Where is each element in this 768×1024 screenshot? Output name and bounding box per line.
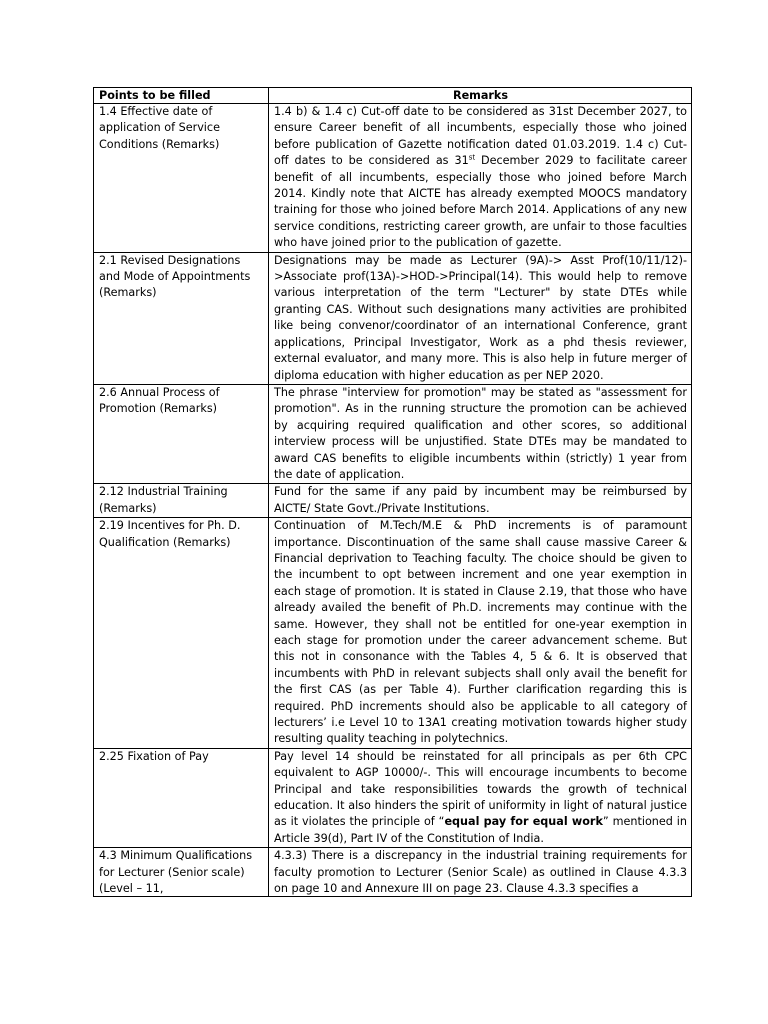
remark-cell: The phrase "interview for promotion" may be stated as "assessment for promotion". As in the running structure the promotion can be achieved by acquiring required qualification and other scores, so additional interview process will be unjustified. State DTEs may be mandated to award CAS benefits to eligible incumbents within (strictly) 1 year from the date of application. <box>269 384 692 483</box>
remark-text-continued: ” mentioned in Article 39(d), Part IV of the Constitution of India. <box>274 815 687 845</box>
point-cell: 2.1 Revised Designations and Mode of Appointments (Remarks) <box>94 252 269 384</box>
point-cell: 1.4 Effective date of application of Service Conditions (Remarks) <box>94 104 269 253</box>
remark-cell <box>269 104 692 253</box>
table-row <box>94 104 692 253</box>
point-cell: 2.25 Fixation of Pay <box>94 748 269 847</box>
point-cell: 2.6 Annual Process of Promotion (Remarks) <box>94 384 269 483</box>
table-row <box>94 748 692 847</box>
point-cell: 2.19 Incentives for Ph. D. Qualification (Remarks) <box>94 518 269 749</box>
remark-cell <box>269 748 692 847</box>
table-header-row <box>94 88 692 104</box>
header-remarks: Remarks <box>269 88 692 104</box>
emphasis-text: equal pay for equal work <box>444 815 603 829</box>
remark-cell: Fund for the same if any paid by incumbent may be reimbursed by AICTE/ State Govt./Private Institutions. <box>269 484 692 518</box>
remark-cell <box>269 848 692 897</box>
superscript-text: st <box>468 153 476 162</box>
table-row <box>94 848 692 897</box>
remark-text: 1.4 b) & 1.4 c) Cut-off date to be considered as 31st December 2027, to ensure Career benefit of all incumbents, especially those who joined before publication of Gazette notification dated 01.03.2019. 1.4 c) Cut-off dates to be considered as 31 <box>274 105 687 168</box>
remark-text-continued: December 2029 to facilitate career benefit of all incumbents, especially those who joined before March 2014. Kindly note that AICTE has already exempted MOOCS mandatory training for those who joined before March 2014. Applications of any new service conditions, restricting career growth, are unfair to those faculties who have joined prior to the publication of gazette. <box>274 154 687 250</box>
remark-text: 4.3.3) There is a discrepancy in the industrial training requirements for faculty promotion to Lecturer (Senior Scale) as outlined in Clause 4.3.3 on page 10 and Annexure III on page 23. Clause 4.3.3 specifies a <box>274 849 687 896</box>
table-row <box>94 518 692 749</box>
table-row <box>94 484 692 518</box>
remark-cell: Designations may be made as Lecturer (9A)-> Asst Prof(10/11/12)->Associate prof(13A)->HOD->Principal(14). This would help to remove various interpretation of the term "Lecturer" by state DTEs while granting CAS. Without such designations many activities are prohibited like being convenor/coordinator of an international Conference, grant applications, Principal Investigator, Work as a phd thesis reviewer, external evaluator, and many more. This is also help in future merger of diploma education with higher education as per NEP 2020. <box>269 252 692 384</box>
document-page <box>93 87 691 897</box>
point-text: 4.3 Minimum Qualifications for Lecturer (Senior scale) (Level – 11, <box>99 849 253 896</box>
remarks-table <box>93 87 692 897</box>
remark-cell: Continuation of M.Tech/M.E & PhD increments is of paramount importance. Discontinuation of the same shall cause massive Career & Financial deprivation to Teaching faculty. The choice should be given to the incumbent to opt between increment and one year exemption in each stage of promotion. It is stated in Clause 2.19, that those who have already availed the benefit of Ph.D. increments may continue with the same. However, they shall not be entitled for one-year exemption in each stage for promotion under the career advancement scheme. But this not in consonance with the Tables 4, 5 & 6. It is observed that incumbents with PhD in relevant subjects shall only avail the benefit for the first CAS (as per Table 4). Further clarification regarding this is required. PhD increments should also be applicable to all category of lecturers’ i.e Level 10 to 13A1 creating motivation towards higher study resulting quality teaching in polytechnics. <box>269 518 692 749</box>
remark-text: Pay level 14 should be reinstated for all principals as per 6th CPC equivalent to AGP 10000/-. This will encourage incumbents to become Principal and take responsibilities towards the growth of technical education. It also hinders the spirit of uniformity in light of natural justice as it violates the principle of “ <box>274 749 687 829</box>
table-row <box>94 252 692 384</box>
header-points: Points to be filled <box>94 88 269 104</box>
table-row <box>94 384 692 483</box>
point-cell: 2.12 Industrial Training (Remarks) <box>94 484 269 518</box>
point-cell <box>94 848 269 897</box>
